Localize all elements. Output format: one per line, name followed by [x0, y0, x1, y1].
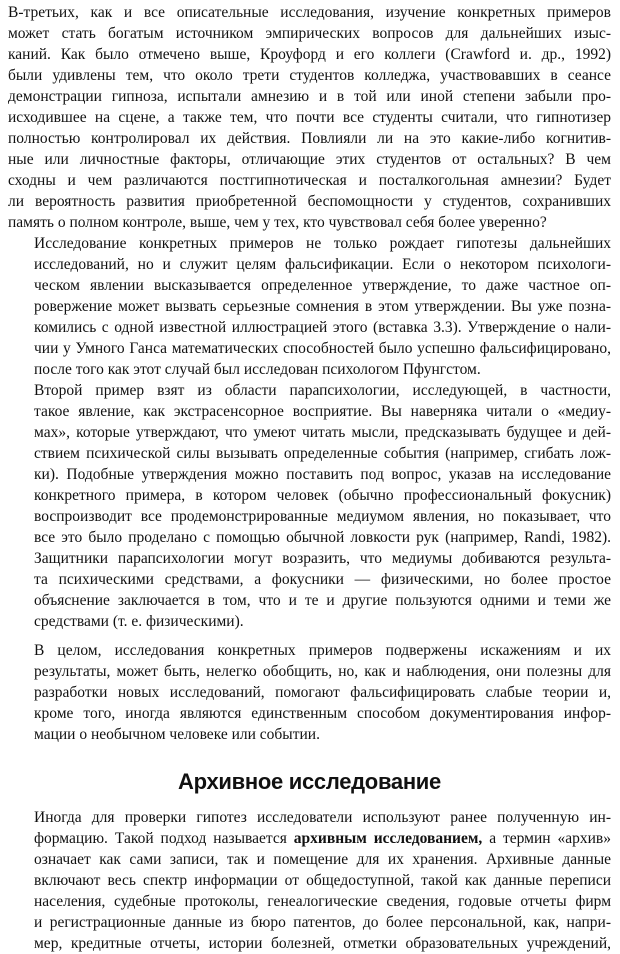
text-line: память о полном контроле, выше, чем у тех, кто чувствовал себя более уверенно? [8, 214, 547, 231]
key-term: архивным исследованием, [293, 830, 483, 847]
text-line: демонстрации гипноза, испытали амнезию и в той или иной степени забыли про- [8, 88, 611, 105]
text-line: были удивлены тем, что около трети студентов колледжа, участвовавших в сеансе [8, 67, 611, 84]
text-line: мер, кредитные отчеты, истории болезней, отметки образовательных учреждений, [34, 935, 611, 952]
text-line: мах», которые утверждают, что умеют читать мысли, предсказывать будущее и дей- [34, 424, 611, 441]
text-line: полностью контролировал их действия. Повлияли ли на это какие-либо когнитив- [8, 130, 611, 147]
text-line: после того как этот случай был исследован психологом Пфунгстом. [34, 361, 481, 378]
text-line: та психическими средствами, а фокусники — физическими, но более простое [34, 571, 611, 588]
text-line: ровержение может вызвать серьезные сомнения в этом утверждении. Вы уже позна- [34, 298, 611, 315]
text-line: результаты, может быть, нелегко обобщить, но, как и наблюдения, они полезны для [34, 663, 611, 680]
text-line: мации о необычном человеке или событии. [34, 726, 320, 743]
section-heading: Архивное исследование [178, 769, 441, 794]
text-line: ки). Подобные утверждения можно поставить под вопрос, указав на исследование [34, 466, 611, 483]
text-line: В-третьих, как и все описательные исследования, изучение конкретных примеров [8, 4, 611, 21]
paragraph-archive-research [8, 807, 611, 954]
text-line: и регистрационные данные из бюро патентов, до более персональной, как, напри- [34, 914, 611, 931]
text-line: сходны и чем различаются постгипнотическая и посталкогольная амнезии? Будет [8, 172, 611, 189]
text-line: Исследование конкретных примеров не только рождает гипотезы дальнейших [34, 235, 611, 252]
text-run: формацию. Такой подход называется [34, 830, 294, 847]
text-line: воспроизводит все продемонстрированные медиумом явления, но показывает, что [34, 508, 611, 525]
paragraph-summary [8, 640, 611, 745]
text-line: может стать богатым источником эмпирических вопросов для дальнейших изыс- [8, 25, 611, 42]
text-line: ные или личностные факторы, отличающие этих студентов от остальных? В чем [8, 151, 611, 168]
text-line: исследований, но и служит целям фальсификации. Если о некотором психологи- [34, 256, 611, 273]
text-line: ческом явлении высказывается определенное утверждение, то даже частное оп- [34, 277, 611, 294]
paragraph-parapsychology [8, 380, 611, 632]
text-line: ствием психической силы вызывать определенные события (например, сгибать лож- [34, 445, 611, 462]
text-line: Второй пример взят из области парапсихологии, исследующей, в частности, [34, 382, 611, 399]
text-line: такое явление, как экстрасенсорное восприятие. Вы наверняка читали о «медиу- [34, 403, 611, 420]
text-line: исходившее на сцене, а также тем, что почти все студенты считали, что гипнотизер [8, 109, 611, 126]
text-line: объяснение заключается в том, что и те и другие пользуются одними и теми же [34, 592, 611, 609]
text-line: чии у Умного Ганса математических способностей было успешно фальсифицировано, [34, 340, 611, 357]
text-run: а термин «архив» [482, 830, 611, 847]
text-line: комились с одной известной иллюстрацией этого (вставка 3.3). Утверждение о нали- [34, 319, 611, 336]
text-line: каний. Как было отмечено выше, Кроуфорд и его коллеги (Crawford и. др., 1992) [8, 46, 611, 63]
text-line: все это было проделано с помощью обычной ловкости рук (например, Randi, 1982). [34, 529, 611, 546]
text-line [8, 828, 611, 849]
text-line: означает как сами записи, так и помещение для их хранения. Архивные данные [34, 851, 611, 868]
text-line: кроме того, иногда являются единственным способом документирования инфор- [34, 705, 611, 722]
paragraph-falsification [8, 233, 611, 380]
text-line: Защитники парапсихологии могут возразить, что медиумы добиваются результа- [34, 550, 611, 567]
paragraph-case-study-questions [8, 2, 611, 233]
text-line: Иногда для проверки гипотез исследователи используют ранее полученную ин- [34, 809, 611, 826]
text-line: включают весь спектр информации от общедоступной, такой как данные переписи [34, 872, 611, 889]
text-line: средствами (т. е. физическими). [34, 613, 244, 630]
text-line: конкретного примера, в котором человек (обычно профессиональный фокусник) [34, 487, 611, 504]
text-line: разработки новых исследований, помогают фальсифицировать слабые теории и, [34, 684, 611, 701]
text-line: населения, судебные протоколы, генеалогические сведения, годовые отчеты фирм [34, 893, 611, 910]
text-line: ли вероятность развития приобретенной беспомощности у студентов, сохранивших [8, 193, 611, 210]
text-line: В целом, исследования конкретных примеров подвержены искажениям и их [34, 642, 611, 659]
